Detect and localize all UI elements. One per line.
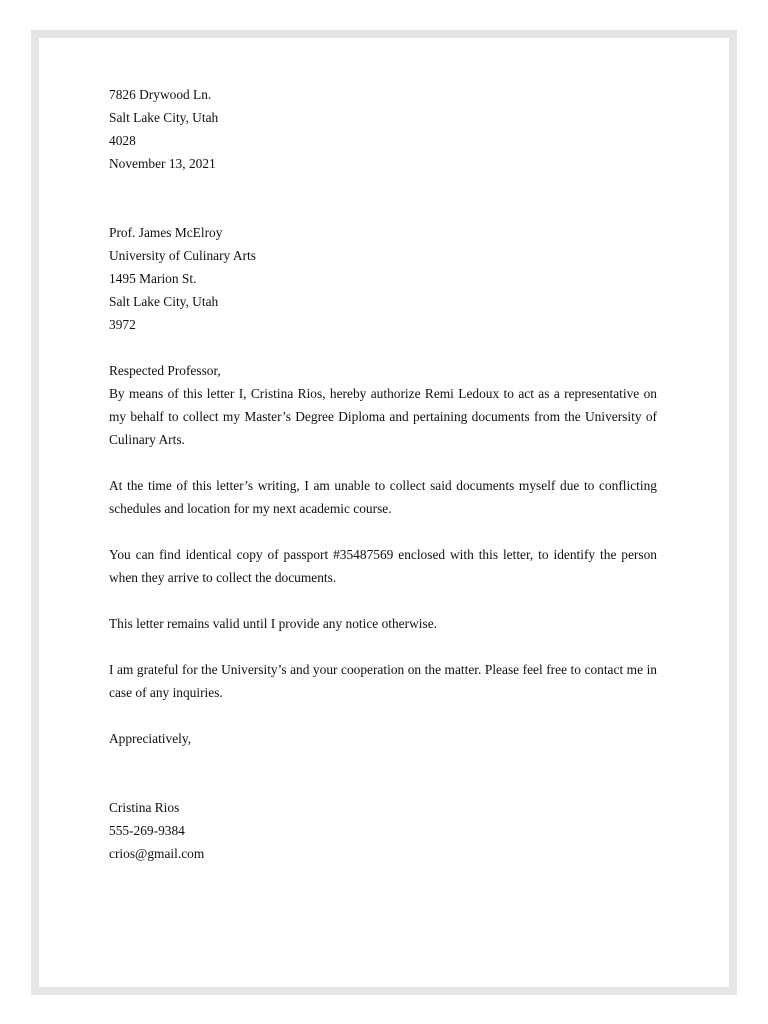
spacer bbox=[109, 336, 657, 359]
body-paragraph-3: You can find identical copy of passport #35487569 enclosed with this letter, to identify the person when they arrive to collect the documents. bbox=[109, 547, 657, 585]
sender-zip: 4028 bbox=[109, 133, 136, 148]
body-paragraph-1: By means of this letter I, Cristina Rios, hereby authorize Remi Ledoux to act as a representative on my behalf to collect my Master’s Degree Diploma and pertaining documents from the University of Culinary Arts. bbox=[109, 386, 657, 447]
spacer bbox=[109, 704, 657, 727]
spacer bbox=[109, 175, 657, 221]
sender-street: 7826 Drywood Ln. bbox=[109, 87, 212, 102]
sender-address-block bbox=[109, 83, 657, 175]
closing: Appreciatively, bbox=[109, 731, 192, 746]
spacer bbox=[109, 635, 657, 658]
recipient-city-state: Salt Lake City, Utah bbox=[109, 294, 219, 309]
spacer bbox=[109, 750, 657, 796]
signature-email: crios@gmail.com bbox=[109, 846, 205, 861]
signature-phone: 555-269-9384 bbox=[109, 823, 185, 838]
recipient-zip: 3972 bbox=[109, 317, 136, 332]
signature-name: Cristina Rios bbox=[109, 800, 180, 815]
spacer bbox=[109, 520, 657, 543]
body-paragraph-4: This letter remains valid until I provide any notice otherwise. bbox=[109, 616, 437, 631]
body-paragraph-5: I am grateful for the University’s and your cooperation on the matter. Please feel free to contact me in case of any inquiries. bbox=[109, 662, 657, 700]
body-paragraph-2: At the time of this letter’s writing, I am unable to collect said documents myself due to conflicting schedules and location for my next academic course. bbox=[109, 478, 657, 516]
letter-page bbox=[39, 38, 729, 987]
recipient-street: 1495 Marion St. bbox=[109, 271, 197, 286]
letter-date: November 13, 2021 bbox=[109, 156, 216, 171]
recipient-institution: University of Culinary Arts bbox=[109, 248, 256, 263]
recipient-address-block bbox=[109, 221, 657, 336]
sender-city-state: Salt Lake City, Utah bbox=[109, 110, 219, 125]
salutation: Respected Professor, bbox=[109, 363, 221, 378]
recipient-name: Prof. James McElroy bbox=[109, 225, 223, 240]
letter-content bbox=[109, 83, 657, 865]
spacer bbox=[109, 451, 657, 474]
spacer bbox=[109, 589, 657, 612]
signature-block bbox=[109, 796, 657, 865]
